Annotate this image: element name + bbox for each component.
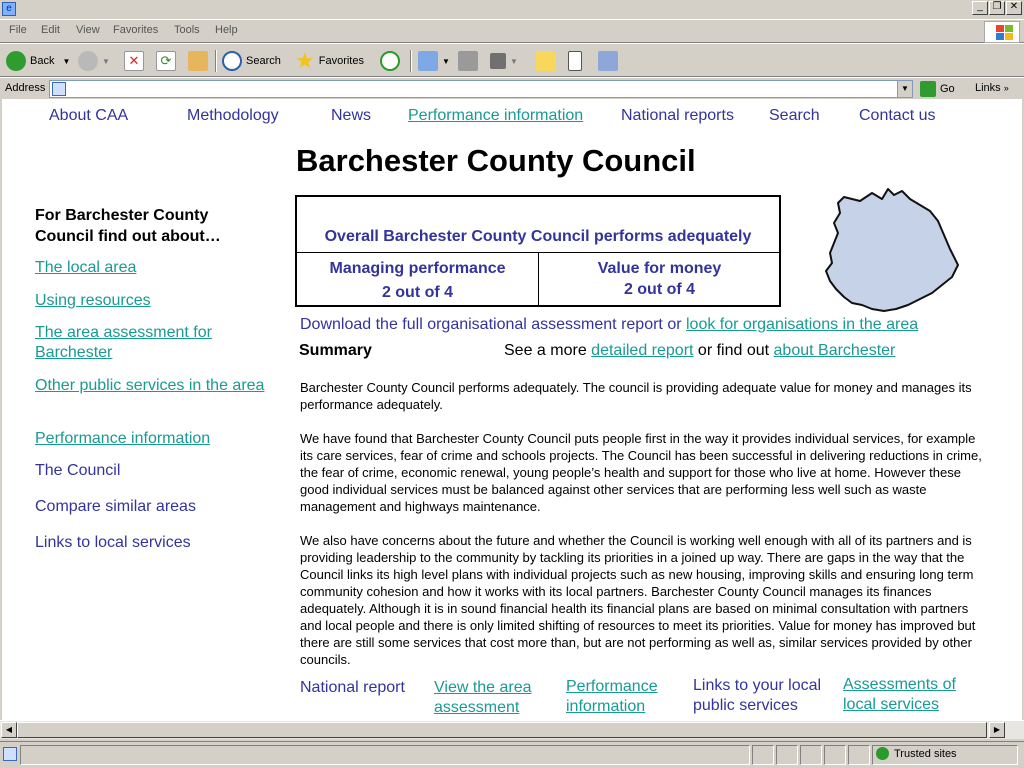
window-titlebar xyxy=(0,0,1024,19)
bottom-links-local-public-services: Links to your local public services xyxy=(693,677,822,714)
detailed-report-link[interactable]: detailed report xyxy=(591,342,694,359)
stop-button[interactable] xyxy=(124,49,148,73)
home-button[interactable] xyxy=(188,49,212,73)
research-icon xyxy=(598,51,618,71)
status-pane xyxy=(752,745,774,765)
nav-search[interactable]: Search xyxy=(769,107,820,124)
sidebar-item-links-local-services: Links to local services xyxy=(35,534,191,551)
minimize-button[interactable]: _ xyxy=(972,1,988,15)
menu-bar xyxy=(0,19,1024,43)
page-content xyxy=(2,99,1022,720)
nav-contact-us[interactable]: Contact us xyxy=(859,107,936,124)
value-for-money-score: 2 out of 4 xyxy=(623,281,696,298)
back-button[interactable] xyxy=(6,49,70,73)
bottom-national-report: National report xyxy=(300,679,405,696)
forward-button[interactable] xyxy=(78,49,110,73)
nav-methodology[interactable]: Methodology xyxy=(187,107,279,124)
nav-performance-information[interactable]: Performance information xyxy=(408,107,584,124)
toolbar-separator xyxy=(410,50,412,72)
assessment-score-box xyxy=(295,195,781,307)
refresh-icon: ⟳ xyxy=(156,51,176,71)
close-window-button[interactable]: ✕ xyxy=(1006,1,1022,15)
managing-performance-score: 2 out of 4 xyxy=(381,284,454,301)
bottom-performance-information-link[interactable]: Performance information xyxy=(566,678,658,715)
go-label: Go xyxy=(940,83,955,95)
nav-news[interactable]: News xyxy=(331,107,372,124)
note-icon xyxy=(536,51,556,71)
nav-about-caa[interactable]: About CAA xyxy=(49,107,129,124)
status-pane xyxy=(776,745,798,765)
managing-performance-label: Managing performance xyxy=(329,260,506,277)
print-button[interactable] xyxy=(458,49,482,73)
county-map-image xyxy=(822,185,964,313)
search-button[interactable] xyxy=(222,49,281,73)
menu-help[interactable]: Help xyxy=(215,24,238,36)
trusted-sites-zone xyxy=(876,747,957,760)
sidebar-heading: For Barchester County Council find out about… xyxy=(35,207,221,245)
discuss-button[interactable] xyxy=(536,49,560,73)
trusted-sites-label: Trusted sites xyxy=(894,747,957,760)
look-for-organisations-link[interactable]: look for organisations in the area xyxy=(686,316,919,333)
back-arrow-icon xyxy=(6,51,26,71)
managing-performance-cell xyxy=(297,258,538,303)
status-pane xyxy=(824,745,846,765)
favorites-button[interactable] xyxy=(295,49,364,73)
sidebar-item-local-area[interactable]: The local area xyxy=(35,259,137,276)
toolbar-separator xyxy=(215,50,217,72)
go-arrow-icon xyxy=(920,81,936,97)
summary-paragraph-1: Barchester County Council performs adequately. The council is providing adequate value for money and manages its performance adequately. xyxy=(300,380,972,412)
stop-icon: ✕ xyxy=(124,51,144,71)
search-icon xyxy=(222,51,242,71)
mail-icon xyxy=(418,51,438,71)
menu-tools[interactable]: Tools xyxy=(174,24,200,36)
download-report-line xyxy=(300,316,918,334)
mail-button[interactable] xyxy=(418,49,450,73)
chevron-right-icon: » xyxy=(1003,83,1009,93)
menu-file[interactable]: File xyxy=(9,24,27,36)
sidebar-item-other-public-services[interactable]: Other public services in the area xyxy=(35,377,265,394)
links-label: Links xyxy=(975,82,1001,94)
see-more-middle: or find out xyxy=(697,342,770,359)
forward-dropdown-icon[interactable]: ▼ xyxy=(102,56,110,66)
status-bar xyxy=(0,741,1024,768)
sidebar-item-the-council: The Council xyxy=(35,462,121,479)
value-for-money-label: Value for money xyxy=(597,260,722,277)
see-more-prefix: See a more xyxy=(504,342,587,359)
search-label: Search xyxy=(246,55,281,67)
scroll-thumb[interactable] xyxy=(17,722,987,738)
about-barchester-link[interactable]: about Barchester xyxy=(773,342,896,359)
summary-paragraph-2: We have found that Barchester County Council puts people first in the way it provides individual services, for example its care services, fear of crime and schools projects. The Council has been successful in delivering reductions in crime, the fear of crime, economic renewal, young people’s health and support for those who live at home. However these good individual services must be balanced against other services that are performing less well such as waste management and highways maintenance. xyxy=(300,431,982,514)
links-toolbar[interactable] xyxy=(975,82,1009,94)
history-button[interactable] xyxy=(380,49,404,73)
mail-dropdown-icon[interactable]: ▼ xyxy=(442,56,450,66)
page-icon xyxy=(52,82,66,96)
status-pane xyxy=(848,745,870,765)
back-dropdown-icon[interactable]: ▼ xyxy=(62,56,71,66)
nav-national-reports[interactable]: National reports xyxy=(621,107,734,124)
menu-view[interactable]: View xyxy=(76,24,100,36)
research-button[interactable] xyxy=(598,49,622,73)
summary-paragraph-3: We also have concerns about the future and whether the Council is working well enough with all of its partners and is providing leadership to the community by tackling its priorities in a joined up way. There are gaps in the way that the Council links its high level plans with individual projects such as new housing, improving skills and ensuring long term community cohesion and how it works with its local partners. Barchester County Council manages its finances adequately. Although it is in sound financial health its financial plans are based on minimal consultation with partners and local people and there is only limited shifting of resources to meet its priorities. Value for money has improved but there are still some services that cost more than, but are not performing as well as, similar services provided by other councils. xyxy=(300,533,976,667)
menu-favorites[interactable]: Favorites xyxy=(113,24,159,36)
page-status-icon xyxy=(3,747,17,761)
address-dropdown-icon[interactable]: ▼ xyxy=(897,81,912,97)
menu-edit[interactable]: Edit xyxy=(41,24,60,36)
trusted-sites-check-icon xyxy=(876,747,889,760)
device-icon xyxy=(568,51,582,71)
address-bar xyxy=(0,77,1024,99)
forward-arrow-icon xyxy=(78,51,98,71)
favorites-label: Favorites xyxy=(318,55,364,67)
scroll-left-arrow-icon[interactable]: ◀ xyxy=(1,722,17,738)
sidebar-item-compare-similar-areas: Compare similar areas xyxy=(35,498,196,515)
go-button[interactable] xyxy=(920,81,955,97)
edit-icon xyxy=(490,53,506,69)
download-text: Download the full organisational assessment report or xyxy=(300,316,682,333)
overall-rating: Overall Barchester County Council performs adequately xyxy=(324,228,752,245)
value-for-money-cell xyxy=(539,258,780,300)
refresh-button[interactable] xyxy=(156,49,180,73)
messenger-button[interactable] xyxy=(568,49,586,73)
favorites-star-icon: ★ xyxy=(295,48,315,73)
edit-dropdown-icon[interactable]: ▼ xyxy=(510,56,518,66)
bottom-assessments-local-services-link[interactable]: Assessments of local services xyxy=(843,676,956,713)
address-input[interactable] xyxy=(49,80,913,98)
print-icon xyxy=(458,51,478,71)
address-label: Address xyxy=(5,82,46,94)
ie-app-icon: e xyxy=(2,2,16,16)
restore-button[interactable]: ❐ xyxy=(989,1,1005,15)
status-pane xyxy=(800,745,822,765)
bottom-view-area-assessment-link[interactable]: View the area assessment xyxy=(434,679,532,716)
status-text-pane xyxy=(20,745,750,765)
edit-button[interactable] xyxy=(490,49,518,73)
page-title: Barchester County Council xyxy=(296,143,696,178)
windows-logo-icon xyxy=(984,21,1020,43)
sidebar-item-area-assessment[interactable]: The area assessment for Barchester xyxy=(35,324,212,361)
standard-toolbar xyxy=(0,43,1024,77)
horizontal-scrollbar[interactable] xyxy=(0,720,1024,739)
summary-heading: Summary xyxy=(299,342,372,359)
back-label: Back xyxy=(30,55,55,67)
sidebar-item-performance-information[interactable]: Performance information xyxy=(35,430,211,447)
history-icon xyxy=(380,51,400,71)
see-more-line xyxy=(504,342,895,360)
home-icon xyxy=(188,51,208,71)
scroll-right-arrow-icon[interactable]: ▶ xyxy=(989,722,1005,738)
sidebar-item-using-resources[interactable]: Using resources xyxy=(35,292,151,309)
